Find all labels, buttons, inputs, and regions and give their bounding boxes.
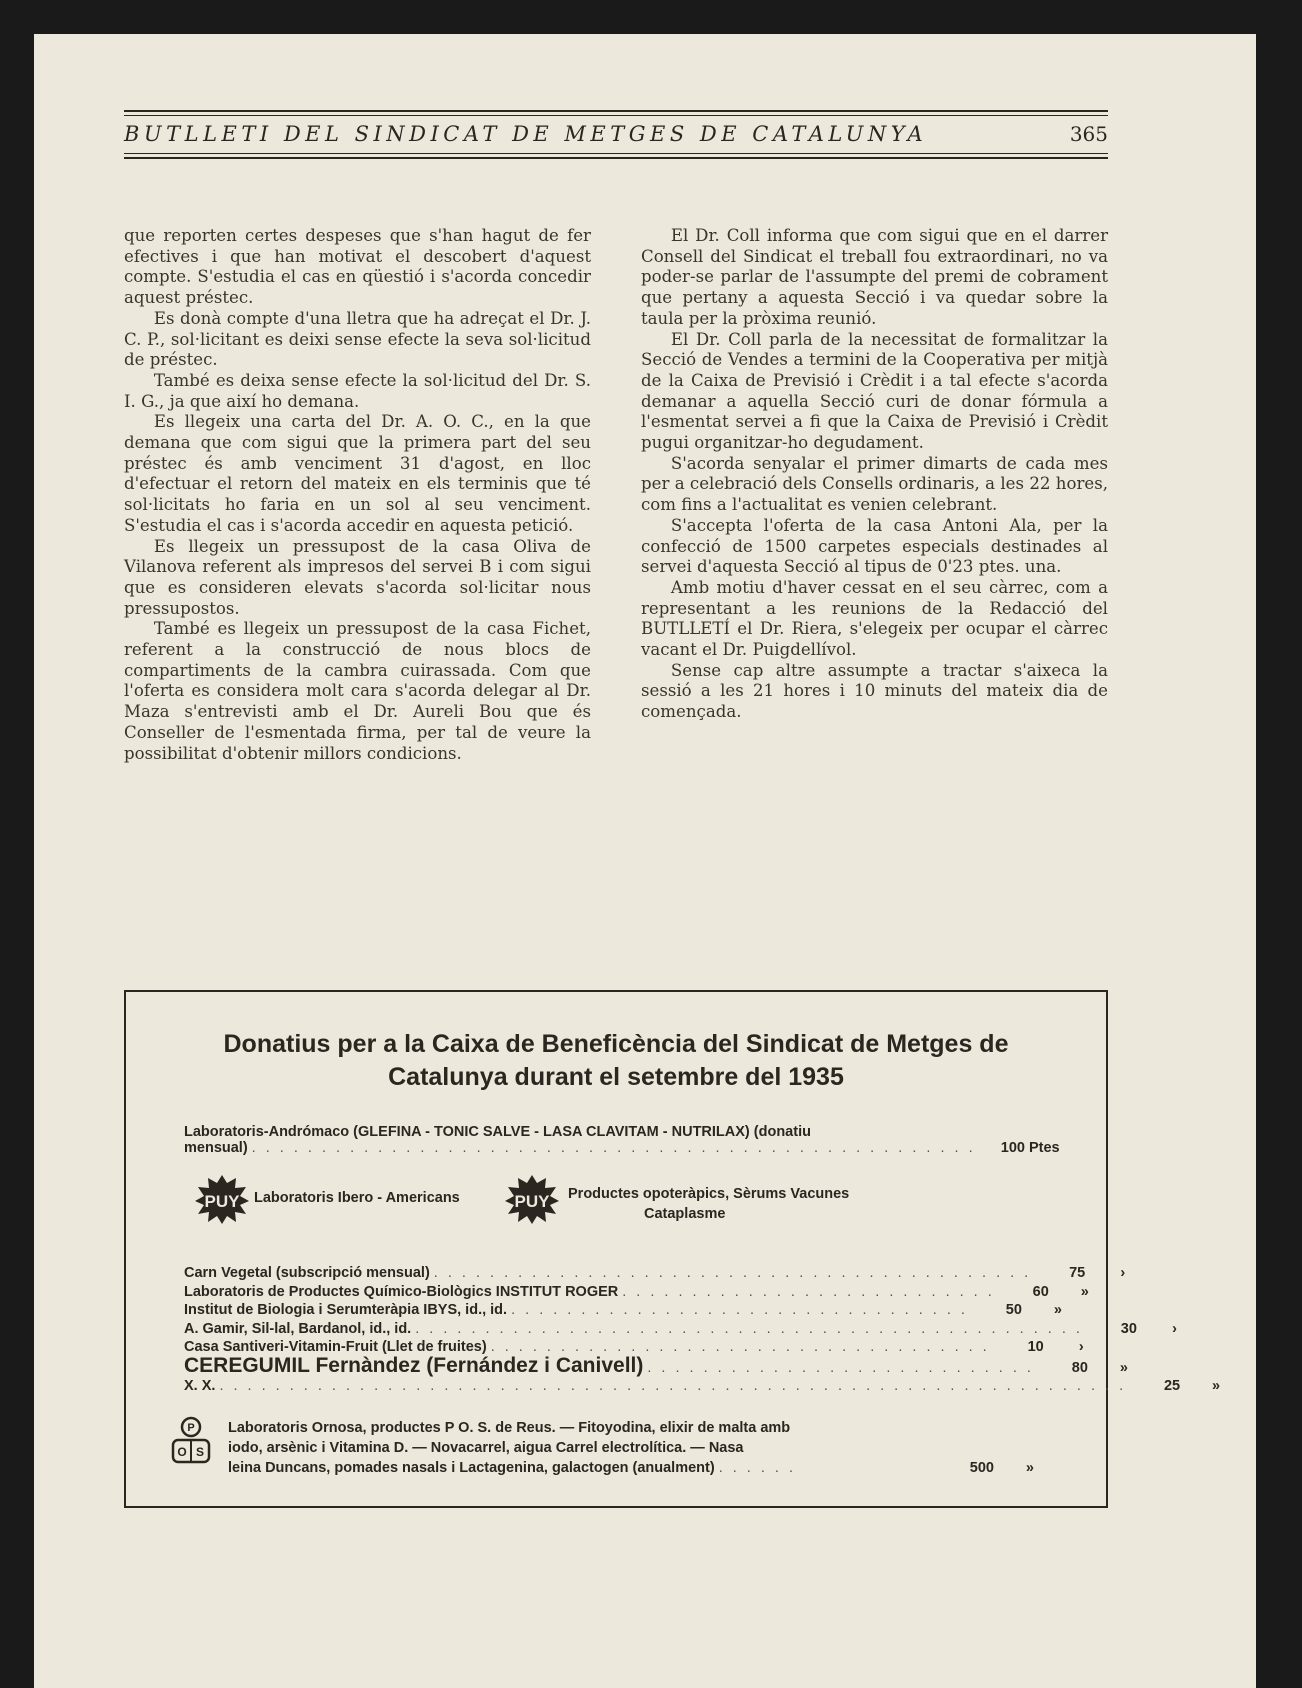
puy-products-line1: Productes opoteràpics, Sèrums Vacunes (568, 1186, 850, 1202)
ornosa-line3: leina Duncans, pomades nasals i Lactagenina, galactogen (anualment) (228, 1460, 715, 1476)
ornosa-entry (228, 1418, 1040, 1478)
andromaco-line1: Laboratoris-Andrómaco (GLEFINA - TONIC SALVE - LASA CLAVITAM - NUTRILAX) (donatiu (184, 1124, 811, 1140)
andromaco-entry (184, 1124, 1060, 1156)
header-rule-bottom-thin (124, 153, 1108, 154)
puy-logo-text: PUY (514, 1192, 550, 1211)
paragraph: Es donà compte d'una lletra que ha adreçat el Dr. J. C. P., sol·licitant es deixi sense efecte la seva sol·licitud de préstec. (124, 308, 591, 370)
ditto-mark: › (1120, 1265, 1126, 1281)
leader-dots: . . . . . . (718, 1460, 797, 1476)
leader-dots: . . . . . . . . . . . . . . . . . . . . . . . . . . . (622, 1283, 995, 1300)
donor-name: X. X. (184, 1378, 216, 1394)
leader-dots: . . . . . . . . . . . . . . . . . . . . . . . . . . . . . . . . . . . . (490, 1339, 990, 1355)
donation-amount: 60 (1032, 1283, 1049, 1300)
paragraph: Es llegeix un pressupost de la casa Oliva de Vilanova referent als impresos del servei B i com sigui que es consideren elevats s'acorda sol·licitar nous pressupostos. (124, 536, 591, 618)
paragraph: El Dr. Coll parla de la necessitat de formalitzar la Secció de Vendes a termini de la Cooperativa per mitjà de la Caixa de Previsió i Crèdit i a tal efecte s'acorda demanar a aquella Secció curi de donar fórmula a l'esmentat servei a fi que la Caixa de Previsió i Crèdit pugui organitzar-ho degudament. (641, 329, 1108, 453)
svg-text:P: P (187, 1422, 195, 1434)
donation-amount: 80 (1071, 1359, 1088, 1376)
leader-dots: . . . . . . . . . . . . . . . . . . . . . . . . . . . . . . . . . (511, 1302, 968, 1318)
leader-dots: . . . . . . . . . . . . . . . . . . . . . . . . . . . . . . . . . . . . . . . . . . . . . . . . . . . . (251, 1140, 976, 1156)
svg-text:S: S (195, 1445, 205, 1459)
ornosa-logo-icon (170, 1416, 212, 1466)
donation-amount: 30 (1120, 1320, 1137, 1337)
donation-row (184, 1353, 1128, 1378)
donor-name: A. Gamir, Sil-lal, Bardanol, id., id. (184, 1320, 412, 1337)
donation-list (184, 1264, 1221, 1396)
donation-row (184, 1320, 1177, 1339)
ditto-mark: » (1119, 1359, 1128, 1376)
donor-name: Casa Santiveri-Vitamin-Fruit (Llet de fruites) (184, 1339, 487, 1355)
paragraph: Sense cap altre assumpte a tractar s'aixeca la sessió a les 21 hores i 10 minuts del mateix dia de començada. (641, 660, 1108, 722)
leader-dots: . . . . . . . . . . . . . . . . . . . . . . . . . . . . (647, 1359, 1034, 1376)
paragraph: El Dr. Coll informa que com sigui que en el darrer Consell del Sindicat el treball fou extraordinari, no va poder-se parlar de l'assumpte del premi de cobrament que pertany a aquesta Secció i va quedar sobre la taula per la pròxima reunió. (641, 226, 1108, 328)
donation-row (184, 1301, 1062, 1320)
donation-row (184, 1283, 1089, 1302)
leader-dots: . . . . . . . . . . . . . . . . . . . . . . . . . . . . . . . . . . . . . . . . . . . . . . . . . . . . . . . . . . . . . . . . . (219, 1378, 1127, 1394)
ornosa-line1: Laboratoris Ornosa, productes P O. S. de Reus. — Fitoyodina, elixir de malta amb (228, 1420, 791, 1436)
header-rule-top (124, 110, 1108, 112)
donor-name: Carn Vegetal (subscripció mensual) (184, 1265, 430, 1281)
running-header (124, 110, 1108, 159)
ditto-mark: » (1053, 1302, 1062, 1318)
ditto-mark: › (1172, 1320, 1177, 1337)
ditto-mark: » (1212, 1378, 1221, 1394)
puy-products-line2: Cataplasme (644, 1206, 726, 1222)
leader-dots: . . . . . . . . . . . . . . . . . . . . . . . . . . . . . . . . . . . . . . . . . . . . . . . . (415, 1320, 1083, 1337)
donation-row (184, 1264, 1126, 1283)
puy-products (568, 1184, 849, 1224)
header-rule-bottom (124, 157, 1108, 159)
donation-amount: 25 (1163, 1378, 1181, 1394)
donation-amount: 10 (1027, 1339, 1044, 1355)
ornosa-amount: 500 (969, 1460, 994, 1476)
donation-amount: 50 (1005, 1302, 1022, 1318)
puy-logo-icon (504, 1174, 560, 1224)
donor-name: Laboratoris de Productes Químico-Biològics INSTITUT ROGER (184, 1283, 619, 1300)
ornosa-line2: iodo, arsènic i Vitamina D. — Novacarrel, aigua Carrel electrolítica. — Nasa (228, 1440, 744, 1456)
paragraph: S'acorda senyalar el primer dimarts de cada mes per a celebració dels Consells ordinaris, a les 22 hores, com fins a l'actualitat es venien celebrant. (641, 453, 1108, 515)
donations-box (124, 990, 1221, 1508)
paragraph: Es llegeix una carta del Dr. A. O. C., en la que demana que com sigui que la primera part del seu préstec és amb venciment 31 d'agost, en lloc d'efectuar el retorn del mateix en els terminis que té sol·licitats ho faria en un sol al seu venciment. S'estudia el cas i s'acorda accedir en aquesta petició. (124, 412, 591, 535)
puy-logo-icon (194, 1174, 250, 1224)
journal-title: BUTLLETI DEL SINDICAT DE METGES DE CATALUNYA (124, 122, 928, 146)
right-column (641, 226, 1108, 764)
left-column (124, 226, 591, 764)
paragraph: També es llegeix un pressupost de la casa Fichet, referent a la construcció de nous blocs de compartiments de la cambra cuirassada. Com que l'oferta es considera molt cara s'acorda delegar al Dr. Maza s'entrevisti amb el Dr. Aureli Bou que és Conseller de l'esmentada firma, per tal de veure la possibilitat d'obtenir millors condicions. (124, 619, 591, 763)
ditto-mark: » (1025, 1460, 1034, 1476)
donor-name: CEREGUMIL Fernàndez (Fernández i Canivell) (184, 1353, 644, 1377)
leader-dots: . . . . . . . . . . . . . . . . . . . . . . . . . . . . . . . . . . . . . . . . . . . (433, 1265, 1032, 1281)
puy-lab-name: Laboratoris Ibero - Americans (254, 1190, 460, 1206)
svg-text:O: O (177, 1445, 187, 1459)
paragraph: que reporten certes despeses que s'han hagut de fer efectives i que han motivat el descobert d'aquest compte. S'estudia el cas en qüestió i s'acorda concedir aquest préstec. (124, 226, 591, 308)
body-columns (124, 226, 1108, 764)
donation-row (184, 1377, 1221, 1396)
ditto-mark: » (1080, 1283, 1089, 1300)
puy-logo-text: PUY (204, 1192, 240, 1211)
donor-name: Institut de Biologia i Serumteràpia IBYS, id., id. (184, 1302, 508, 1318)
paragraph: S'accepta l'oferta de la casa Antoni Ala, per la confecció de 1500 carpetes especials destinades al servei d'aquesta Secció al tipus de 0'23 ptes. una. (641, 515, 1108, 577)
andromaco-amount: 100 Ptes (1000, 1140, 1060, 1156)
page-number: 365 (1069, 122, 1108, 146)
donation-amount: 75 (1069, 1265, 1086, 1281)
puy-row (174, 1174, 1074, 1234)
donations-title: Donatius per a la Caixa de Beneficència del Sindicat de Metges de Catalunya durant el setembre del 1935 (223, 1030, 1009, 1091)
paragraph: Amb motiu d'haver cessat en el seu càrrec, com a representant a les reunions de la Redacció del BUTLLETÍ el Dr. Riera, s'elegeix per ocupar el càrrec vacant el Dr. Puigdellívol. (641, 577, 1108, 660)
andromaco-line2: mensual) (184, 1140, 248, 1156)
paragraph: També es deixa sense efecte la sol·licitud del Dr. S. I. G., ja que així ho demana. (124, 370, 591, 411)
ditto-mark: › (1078, 1339, 1084, 1355)
